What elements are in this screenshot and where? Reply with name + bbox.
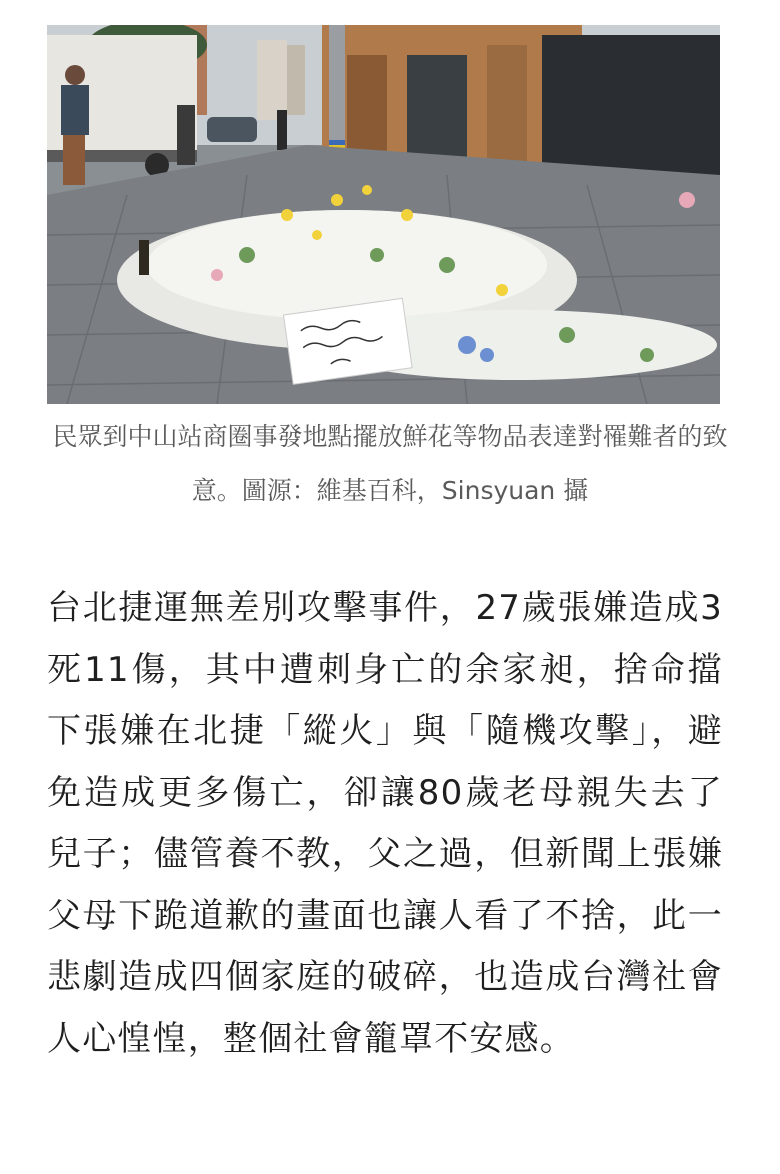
- photo-caption: 民眾到中山站商圈事發地點擺放鮮花等物品表達對罹難者的致意。圖源：維基百科，Sinsyuan 攝: [52, 422, 728, 505]
- article-paragraph: 台北捷運無差別攻擊事件，27歲張嫌造成3死11傷，其中遭刺身亡的余家昶，捨命擋下張嫌在北捷「縱火」與「隨機攻擊」，避免造成更多傷亡，卻讓80歲老母親失去了兒子；儘管養不教，父之過，但新聞上張嫌父母下跪道歉的畫面也讓人看了不捨，此一悲劇造成四個家庭的破碎，也造成台灣社會人心惶惶，整個社會籠罩不安感。: [47, 588, 723, 1059]
- memorial-photo: [47, 25, 720, 404]
